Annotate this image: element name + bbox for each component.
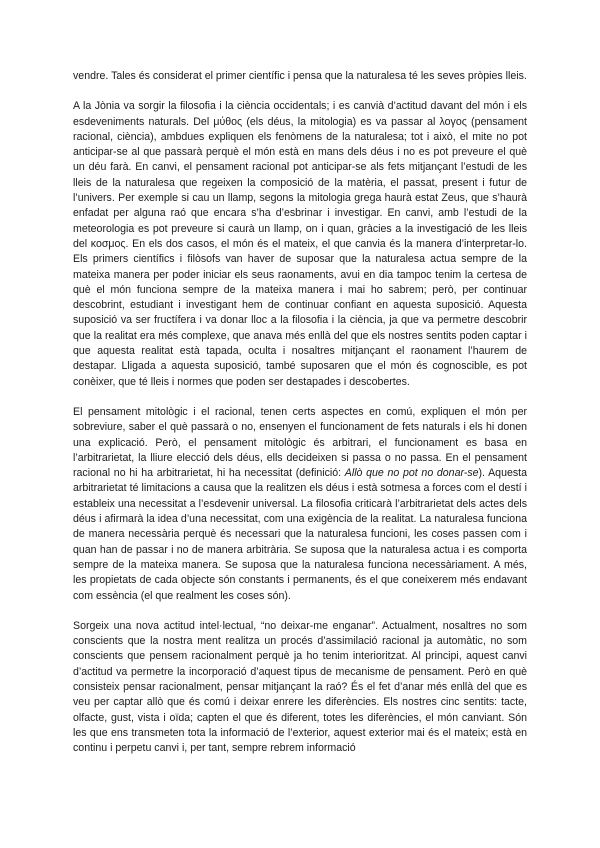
paragraph-3-text-b: ). Aquesta arbitrarietat té limitacions a causa que la realitzen els déus i està sotmesa a forces com el destí i estableix una necessitat a l’esdevenir universal. La filosofia criticarà l’arbitrarietat dels actes dels déus i afirmarà la idea d’una necessitat, com una exigència de la realitat. La naturalesa funciona de manera necessària perquè és necessari que la naturalesa funcioni, les coses passen com i quan han de passar i no de manera arbitrària. Se suposa que la naturalesa actua i es comporta sempre de la mateixa manera. Se suposa que la naturalesa funciona necessàriament. A més, les propietats de cada objecte són constants i permanents, és el que coneixerem més endavant com essència (el que realment les coses són). — [73, 467, 527, 602]
paragraph-3-text-a: El pensament mitològic i el racional, tenen certs aspectes en comú, expliquen el món per sobreviure, saber el què passarà o no, ensenyen el funcionament de fets naturals i els hi donen una explicació. Però, el pensament mitològic és arbitrari, el funcionament es basa en l’arbitrarietat, la lliure elecció dels déus, ells decideixen si passa o no passa. En el pensament racional no hi ha arbitrarietat, hi ha necessitat (definició: — [73, 405, 527, 480]
paragraph-4 — [73, 619, 527, 757]
paragraph-4-text: Sorgeix una nova actitud intel·lectual, “no deixar-me enganar”. Actualment, nosaltres no som conscients que la nostra ment realitza un procés d’assimilació racional ja automàtic, no som conscients que pensem racionalment perquè ja ho tenim interioritzat. Al principi, aquest canvi d’actitud va permetre la incorporació d’aquest tipus de mecanisme de pensament. Però en què consisteix pensar racionalment, pensar mitjançant la raó? És el fet d’anar més enllà del que es veu per captar allò que és comú i deixar enrere les diferències. Els nostres cinc sentits: tacte, olfacte, gust, vista i oïda; capten el que és diferent, totes les diferències, el món canviant. Són les que ens transmeten tota la informació de l’exterior, aquest exterior mai és el mateix; està en continu i perpetu canvi i, per tant, sempre rebrem informació — [73, 619, 527, 755]
paragraph-2-text: A la Jònia va sorgir la filosofia i la ciència occidentals; i es canvià d’actitud davant del món i els esdeveniments naturals. Del μύθος (els déus, la mitologia) es va passar al λογος (pensament racional, ciència), ambdues expliquen els fenòmens de la naturalesa; tot i això, el mite no pot anticipar-se al que passarà perquè el món està en mans dels déus i no es pot preveure el què un déu farà. En canvi, el pensament racional pot anticipar-se als fets mitjançant l’estudi de les lleis de la naturalesa que regeixen la composició de la matèria, el passat, present i futur de l’univers. Per exemple si cau un llamp, segons la mitologia grega haurà estat Zeus, que s’haurà enfadat per alguna raó que encara s’ha d’esbrinar i investigar. En canvi, amb l’estudi de la meteorologia es pot preveure si caurà un llamp, on i quan, gràcies a la investigació de les lleis del κοσμος. En els dos casos, el món és el mateix, el que canvia és la manera d’interpretar-lo. Els primers científics i filòsofs van haver de suposar que la naturalesa actua sempre de la mateixa manera per poder iniciar els seus raonaments, avui en dia tampoc tenim la certesa de què el món funciona sempre de la mateixa manera i mai ho sabrem; però, per continuar descobrint, estudiant i investigant hem de continuar confiant en aquesta suposició. Aquesta suposició va ser fructífera i va donar lloc a la filosofia i la ciència, ja que va permetre descobrir que la realitat era més complexe, que anava més enllà del que els nostres sentits poden captar i que aquesta realitat està tapada, oculta i nosaltres mitjançant el raonament l’haurem de destapar. Lligada a aquesta suposició, també suposaren que el món és cognoscible, es pot conèixer, que té lleis i normes que poden ser destapades i descobertes. — [73, 100, 527, 388]
paragraph-1 — [73, 69, 527, 84]
definition-italic: Allò que no pot no donar-se — [344, 467, 479, 480]
paragraph-2 — [73, 99, 527, 390]
paragraph-3 — [73, 405, 527, 604]
paragraph-1-text: vendre. Tales és considerat el primer científic i pensa que la naturalesa té les seves pròpies lleis. — [73, 70, 527, 82]
